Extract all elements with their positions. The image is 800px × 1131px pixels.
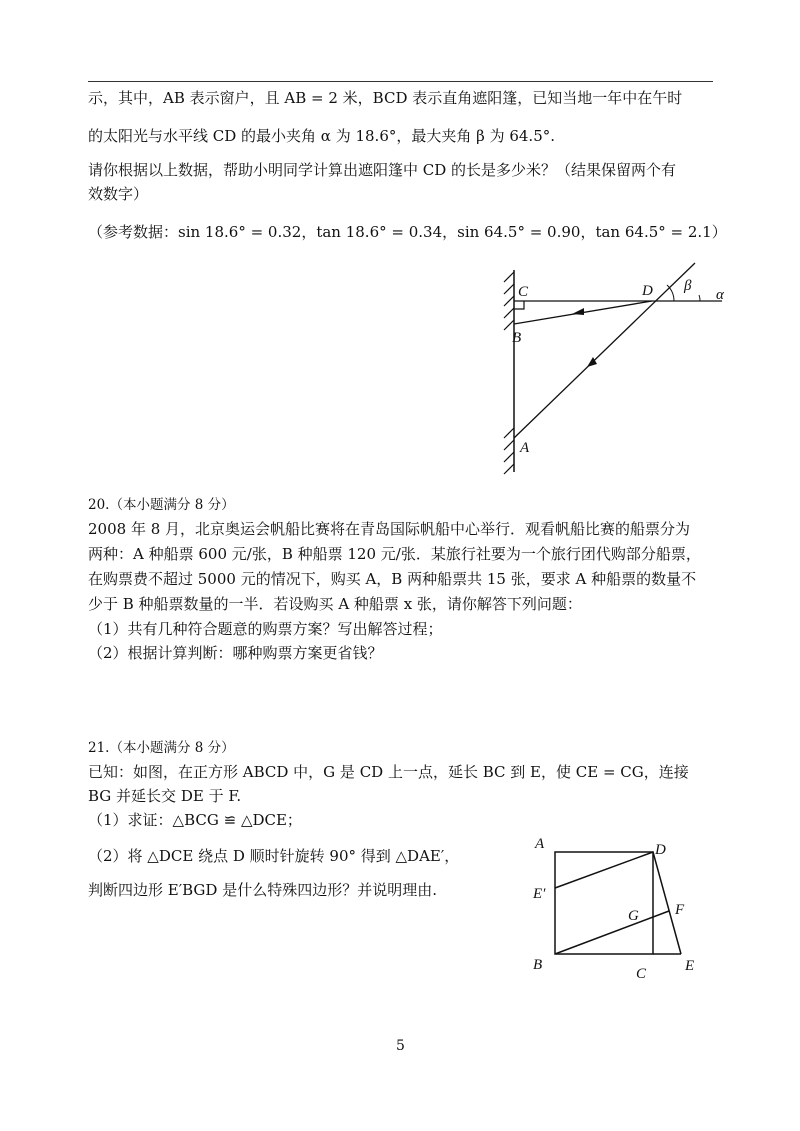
q21-line-1: 已知：如图，在正方形 ABCD 中，G 是 CD 上一点，延长 BC 到 E，使 CE = CG，连接	[88, 763, 689, 781]
label-e: E	[685, 958, 695, 974]
q20-part-1: （1）共有几种符合题意的购票方案？写出解答过程；	[88, 620, 443, 638]
label-c: C	[636, 966, 647, 982]
q21-part-2-question: 判断四边形 E′BGD 是什么特殊四边形？并说明理由.	[88, 881, 437, 899]
q19-line-4: 效数字）	[88, 185, 149, 203]
label-f: F	[675, 902, 685, 918]
label-beta: β	[684, 278, 692, 294]
q19-line-2: 的太阳光与水平线 CD 的最小夹角 α 为 18.6°，最大夹角 β 为 64.5°.	[88, 127, 556, 145]
label-d: D	[655, 842, 666, 858]
segment-e-prime-d	[555, 852, 653, 888]
square-abcd	[555, 852, 653, 954]
q19-line-1: 示，其中，AB 表示窗户，且 AB = 2 米，BCD 表示直角遮阳篷，已知当地一年中在午时	[88, 89, 683, 107]
label-d: D	[642, 283, 653, 299]
q21-part-1: （1）求证：△BCG ≌ △DCE；	[88, 811, 302, 829]
q20-line-2: 两种：A 种船票 600 元/张，B 种船票 120 元/张．某旅行社要为一个旅行团代购部分船票，	[88, 545, 701, 563]
label-a: A	[520, 440, 530, 456]
sun-ray-beta	[514, 263, 695, 438]
label-b: B	[512, 330, 522, 346]
q21-line-2: BG 并延长交 DE 于 F.	[88, 787, 242, 805]
sunshade-figure	[490, 260, 750, 475]
q19-reference-data: （参考数据：sin 18.6° = 0.32，tan 18.6° = 0.34，sin 64.5° = 0.90，tan 64.5° = 2.1）	[88, 223, 727, 241]
wall-hatching	[504, 272, 514, 474]
label-g: G	[628, 908, 639, 924]
label-c: C	[518, 284, 529, 300]
alpha-arc	[699, 295, 700, 301]
q20-line-4: 少于 B 种船票数量的一半．若设购买 A 种船票 x 张，请你解答下列问题：	[88, 595, 582, 613]
arrow-alpha	[572, 308, 584, 315]
square-figure	[525, 832, 705, 982]
q20-header: 20.（本小题满分 8 分）	[88, 497, 235, 513]
label-a: A	[535, 836, 545, 852]
q19-line-3: 请你根据以上数据，帮助小明同学计算出遮阳篷中 CD 的长是多少米？（结果保留两个有	[88, 161, 677, 179]
segment-bf	[555, 911, 669, 954]
q21-part-2: （2）将 △DCE 绕点 D 顺时针旋转 90° 得到 △DAE′，	[88, 847, 460, 865]
header-rule	[88, 81, 713, 82]
q20-part-2: （2）根据计算判断：哪种购票方案更省钱？	[88, 644, 383, 662]
q20-line-3: 在购票费不超过 5000 元的情况下，购买 A，B 两种船票共 15 张，要求 A 种船票的数量不	[88, 570, 697, 588]
q21-header: 21.（本小题满分 8 分）	[88, 740, 235, 756]
label-e-prime: E′	[533, 886, 546, 902]
label-b: B	[533, 957, 543, 973]
right-angle-mark	[514, 301, 524, 309]
label-alpha: α	[716, 287, 724, 303]
q20-line-1: 2008 年 8 月，北京奥运会帆船比赛将在青岛国际帆船中心举行．观看帆船比赛的船票分为	[88, 520, 691, 538]
page-number: 5	[396, 1038, 405, 1054]
